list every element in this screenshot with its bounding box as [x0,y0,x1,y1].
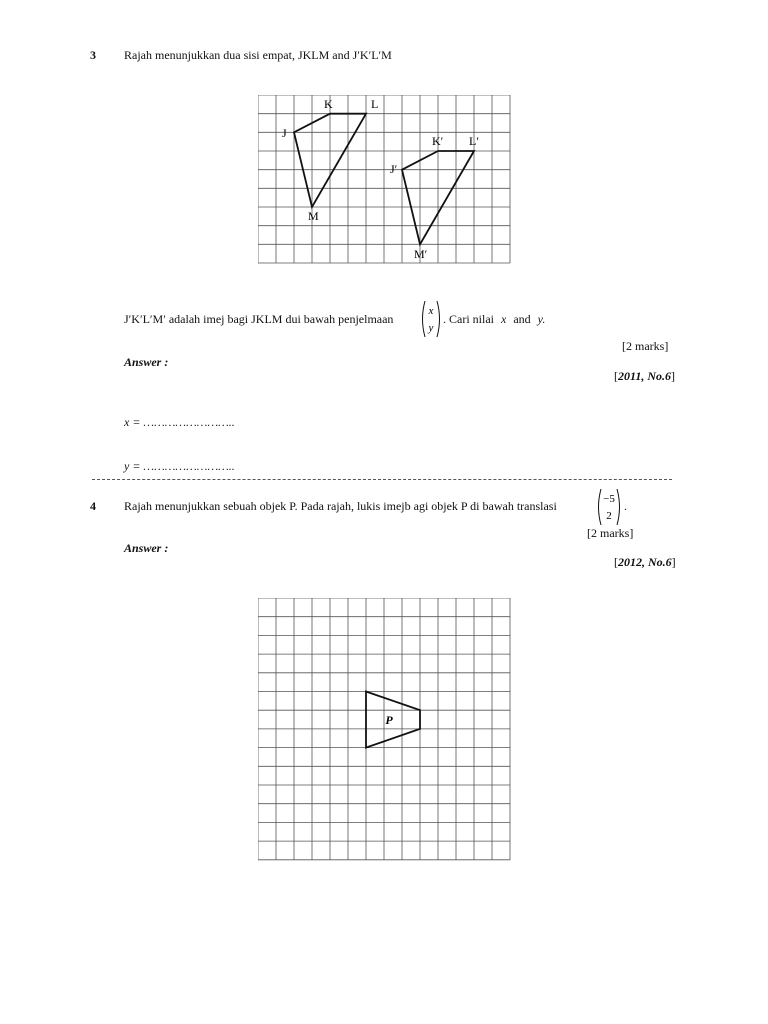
q4-grid-lines [258,598,510,860]
q4-vector-bottom: 2 [606,510,612,522]
q4-grid-diagram [258,598,513,862]
q3-source [614,369,675,384]
q4-answer-label: Answer : [124,541,169,555]
q3-source-year: 2011, No.6 [618,369,672,383]
q3-vector-bottom: y [428,322,434,334]
q4-translation-vector [595,487,623,527]
q3-grid-diagram [258,95,513,265]
label-J: J [282,126,287,140]
q3-var-x: x [501,312,507,326]
q3-and: and [513,312,531,326]
q3-translation-vector [419,299,443,339]
label-M-prime: M′ [414,247,428,261]
question-3-number: 3 [90,48,96,62]
q4-source-year: 2012, No.6 [618,555,672,569]
object-P-trapezium [366,692,420,748]
label-K-prime: K′ [432,134,444,148]
q3-answer-y: y = …………………….. [124,459,235,473]
q4-source [614,555,676,570]
question-divider [92,479,672,480]
q4-vector-top: −5 [603,493,615,505]
q4-source-close: ] [671,555,676,569]
q3-statement-after-text: . Cari nilai [443,312,494,326]
q4-marks: [2 marks] [587,526,634,540]
q3-source-close: ] [671,369,676,383]
q3-statement-after [443,312,545,327]
q3-marks: [2 marks] [622,339,669,353]
q3-answer-x: x = …………………….. [124,415,235,429]
label-K: K [324,97,333,111]
q3-vector-top: x [428,305,434,317]
q3-grid-lines [258,95,510,263]
label-L: L [371,97,379,111]
q3-statement-before: J′K′L′M′ adalah imej bagi JKLM dui bawah penjelmaan [124,312,394,326]
q3-source-open: [ [614,369,618,383]
label-J-prime: J′ [390,162,398,176]
label-L-prime: L′ [469,134,479,148]
question-4-number: 4 [90,499,96,513]
question-4-prompt: Rajah menunjukkan sebuah objek P. Pada rajah, lukis imejb agi objek P di bawah translasi [124,499,557,513]
question-3-prompt: Rajah menunjukkan dua sisi empat, JKLM and J′K′L′M [124,48,392,62]
object-P-label: P [385,713,393,727]
label-M: M [308,209,319,223]
q3-var-y: y. [537,312,546,326]
q4-trail: . [624,499,627,513]
q4-source-open: [ [614,555,618,569]
q3-answer-label: Answer : [124,355,169,369]
